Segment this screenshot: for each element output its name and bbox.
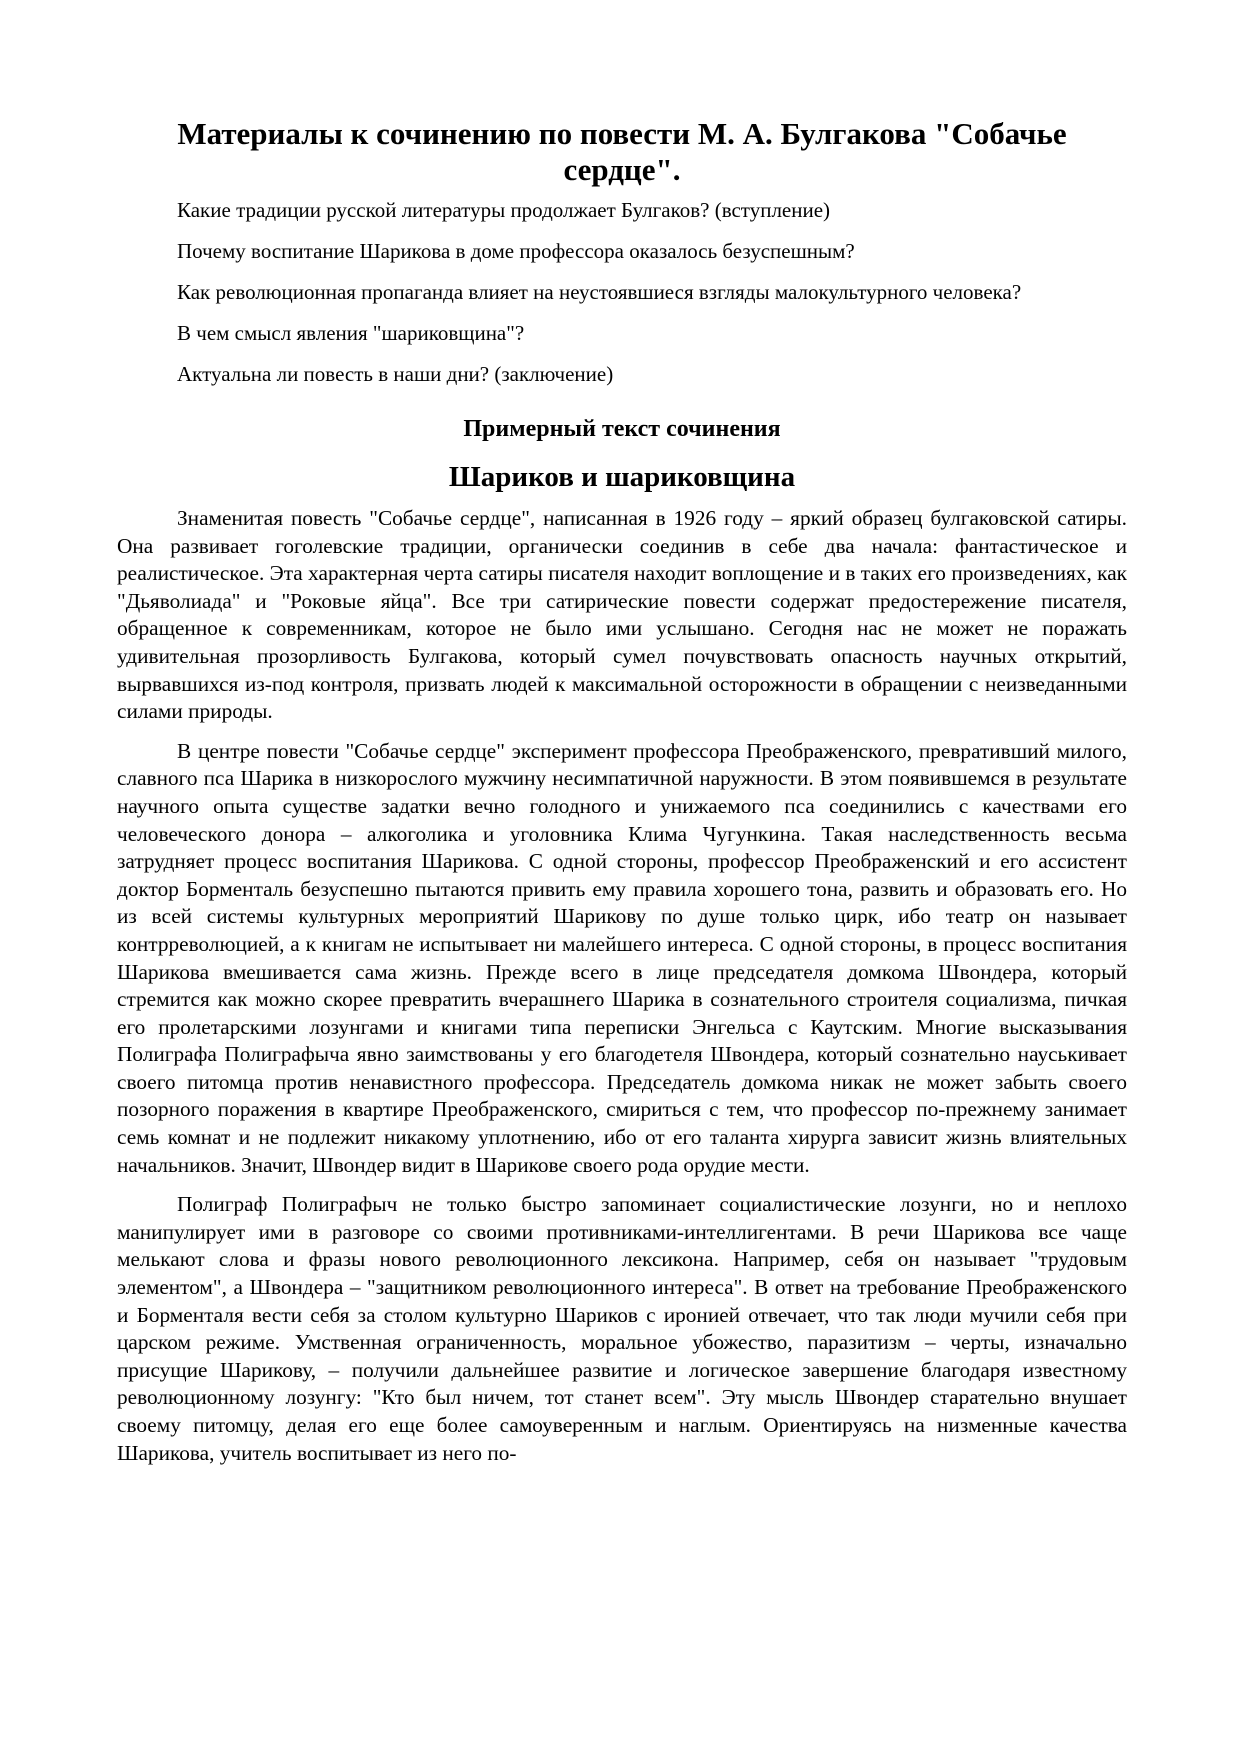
question-4: В чем смысл явления "шариковщина"? <box>177 321 525 345</box>
question-3: Как революционная пропаганда влияет на неустоявшиеся взгляды малокультурного человека? <box>177 280 1022 304</box>
sample-text-heading: Примерный текст сочинения <box>463 416 781 442</box>
essay-paragraph-1: Знаменитая повесть "Собачье сердце", написанная в 1926 году – яркий образец булгаковской сатиры. Она развивает гоголевские традиции, органически соединив в себе два начала: фантастическое и реалистическое. Эта характерная черта сатиры писателя находит воплощение и в таких его произведениях, как "Дьяволиада" и "Роковые яйца". Все три сатирические повести содержат предостережение писателя, обращенное к современникам, которое не было ими услышано. Сегодня нас не может не поражать удивительная прозорливость Булгакова, который сумел почувствовать опасность научных открытий, вырвавшихся из-под контроля, призвать людей к максимальной осторожности в обращении с неизведанными силами природы. <box>117 506 1127 724</box>
essay-body <box>117 505 1127 1467</box>
document-page <box>117 116 1127 1726</box>
question-2: Почему воспитание Шарикова в доме профессора оказалось безуспешным? <box>177 239 855 263</box>
essay-title: Шариков и шариковщина <box>448 461 796 493</box>
essay-paragraph-2: В центре повести "Собачье сердце" эксперимент профессора Преображенского, превративший милого, славного пса Шарика в низкорослого мужчину несимпатичной наружности. В этом появившемся в результате научного опыта существе задатки вечно голодного и унижаемого пса соединились с качествами его человеческого донора – алкоголика и уголовника Клима Чугункина. Такая наследственность весьма затрудняет процесс воспитания Шарикова. С одной стороны, профессор Преображенский и его ассистент доктор Борменталь безуспешно пытаются привить ему правила хорошего тона, развить и образовать его. Но из всей системы культурных мероприятий Шарикову по душе только цирк, ибо театр он называет контрреволюцией, а к книгам не испытывает ни малейшего интереса. С одной стороны, в процесс воспитания Шарикова вмешивается сама жизнь. Прежде всего в лице председателя домкома Швондера, который стремится как можно скорее превратить вчерашнего Шарика в сознательного строителя социализма, пичкая его пролетарскими лозунгами и книгами типа переписки Энгельса с Каутским. Многие высказывания Полиграфа Полиграфыча явно заимствованы у его благодетеля Швондера, который сознательно науськивает своего питомца против ненавистного профессора. Председатель домкома никак не может забыть своего позорного поражения в квартире Преображенского, смириться с тем, что профессор по-прежнему занимает семь комнат и не подлежит никакому уплотнению, ибо от его таланта хирурга зависит жизнь влиятельных начальников. Значит, Швондер видит в Шарикове своего рода орудие мести. <box>117 738 1127 1177</box>
question-5: Актуальна ли повесть в наши дни? (заключение) <box>177 362 614 386</box>
essay-paragraph-3: Полиграф Полиграфыч не только быстро запоминает социалистические лозунги, но и неплохо манипулирует ими в разговоре со своими противниками-интеллигентами. В речи Шарикова все чаще мелькают слова и фразы нового революционного лексикона. Например, себя он называет "трудовым элементом", а Швондера – "защитником революционного интереса". В ответ на требование Преображенского и Борменталя вести себя за столом культурно Шариков с иронией отвечает, что так люди мучили себя при царском режиме. Умственная ограниченность, моральное убожество, паразитизм – черты, изначально присущие Шарикову, – получили дальнейшее развитие и логическое завершение благодаря известному революционному лозунгу: "Кто был ничем, тот станет всем". Эту мысль Швондер старательно внушает своему питомцу, делая его еще более самоуверенным и наглым. Ориентируясь на низменные качества Шарикова, учитель воспитывает из него по- <box>117 1192 1127 1465</box>
question-list <box>117 197 1127 388</box>
document-title: Материалы к сочинению по повести М. А. Булгакова "Собачье сердце". <box>177 116 1067 187</box>
question-1: Какие традиции русской литературы продолжает Булгаков? (вступление) <box>177 198 831 222</box>
